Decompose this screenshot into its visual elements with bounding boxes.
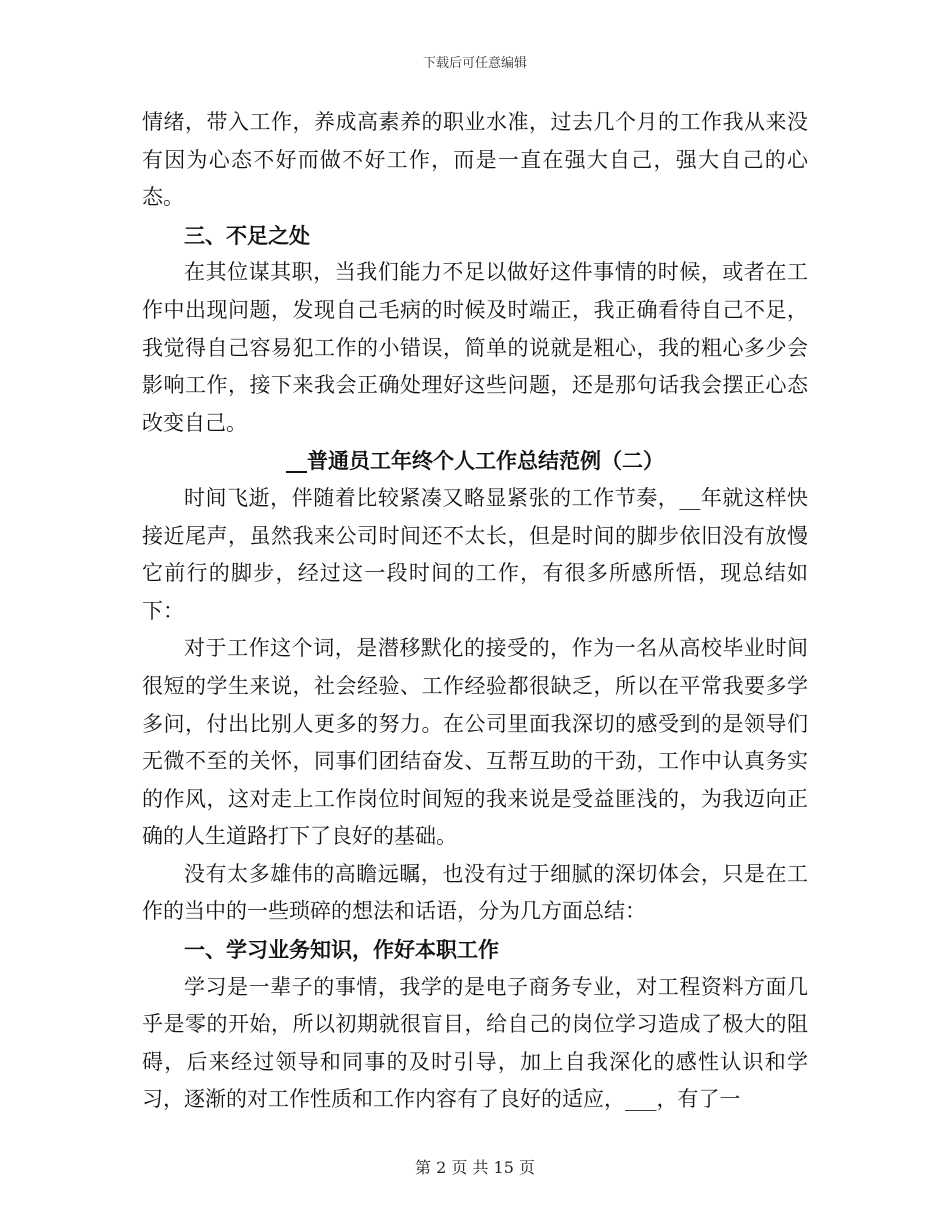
- paragraph-study: 学习是一辈子的事情，我学的是电子商务专业，对工程资料方面几乎是零的开始，所以初期就很盲目，给自己的岗位学习造成了极大的阻碍，后来经过领导和同事的及时引导，加上自我深化的感性认识和学习，逐渐的对工作性质和工作内容有了良好的适应，___，有了一: [142, 974, 808, 1112]
- document-body: [142, 104, 808, 1119]
- heading-shortcomings: 三、不足之处: [184, 222, 310, 248]
- page-number-footer: 第 2 页 共 15 页: [415, 1158, 535, 1177]
- heading-study-business: 一、学习业务知识，作好本职工作: [184, 937, 499, 963]
- paragraph-shortcomings: 在其位谋其职，当我们能力不足以做好这件事情的时候，或者在工作中出现问题，发现自己毛病的时候及时端正，我正确看待自己不足，我觉得自己容易犯工作的小错误，简单的说就是粗心，我的粗心多少会影响工作，接下来我会正确处理好这些问题，还是那句话我会摆正心态改变自己。: [142, 260, 808, 435]
- paragraph-intro: 时间飞逝，伴随着比较紧凑又略显紧张的工作节奏，__年就这样快接近尾声，虽然我来公司时间还不太长，但是时间的脚步依旧没有放慢它前行的脚步，经过这一段时间的工作，有很多所感所悟，现总结如下：: [142, 485, 808, 623]
- paragraph-continuation: 情绪，带入工作，养成高素养的职业水准，过去几个月的工作我从来没有因为心态不好而做不好工作，而是一直在强大自己，强大自己的心态。: [142, 110, 808, 210]
- section-title: __普通员工年终个人工作总结范例（二）: [286, 448, 664, 474]
- paragraph-summary-aspects: 没有太多雄伟的高瞻远瞩，也没有过于细腻的深切体会，只是在工作的当中的一些琐碎的想法和话语，分为几方面总结：: [142, 861, 808, 924]
- page-header: 下载后可任意编辑: [422, 56, 527, 71]
- paragraph-work: 对于工作这个词，是潜移默化的接受的，作为一名从高校毕业时间很短的学生来说，社会经验、工作经验都很缺乏，所以在平常我要多学多问，付出比别人更多的努力。在公司里面我深切的感受到的是领导们无微不至的关怀，同事们团结奋发、互帮互助的干劲，工作中认真务实的作风，这对走上工作岗位时间短的我来说是受益匪浅的，为我迈向正确的人生道路打下了良好的基础。: [142, 636, 808, 849]
